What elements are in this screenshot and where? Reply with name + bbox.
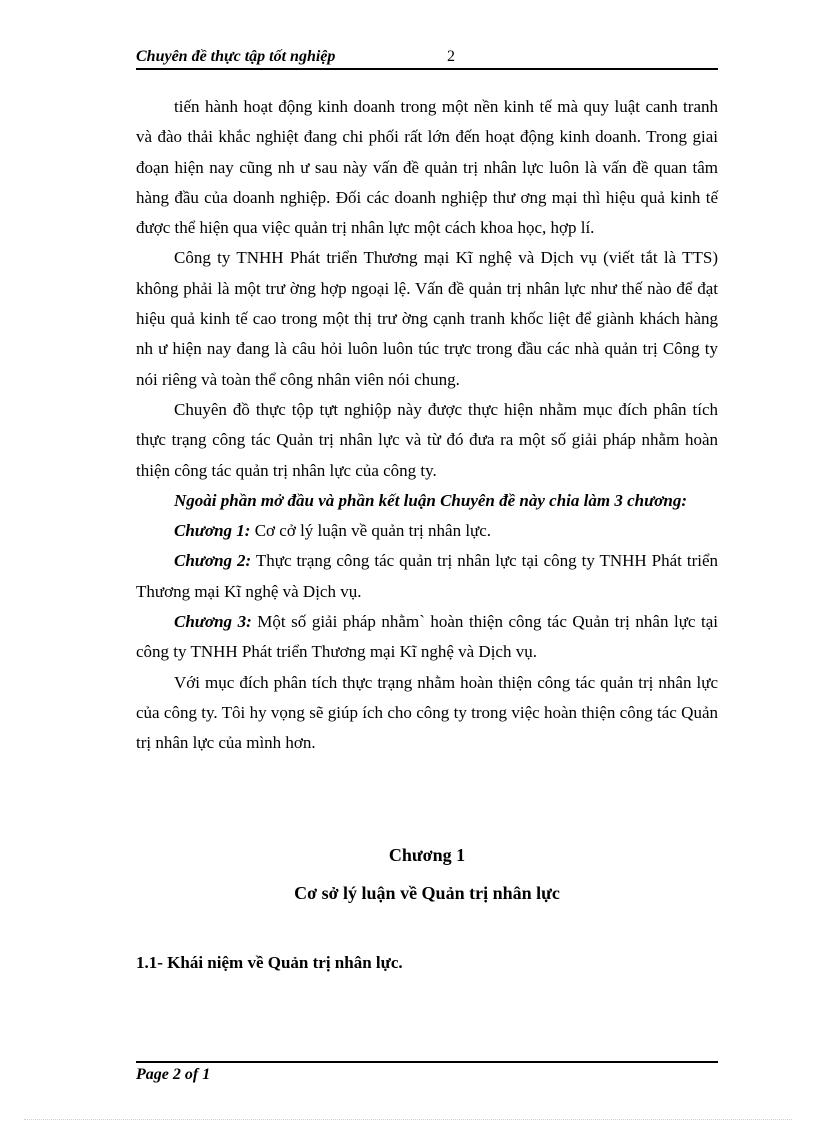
chapter-2-label: Chương 2:	[174, 551, 252, 571]
chapter-1-summary	[136, 516, 718, 546]
chapter-1-text: Cơ cở lý luận về quản trị nhân lực.	[250, 521, 492, 541]
page-header	[136, 48, 718, 70]
paragraph-5: Với mục đích phân tích thực trạng nhằm hoàn thiện công tác quản trị nhân lực của công ty. Tôi hy vọng sẽ giúp ích cho công ty trong việc hoàn thiện công tác Quản trị nhân lực của mình hơn.	[136, 672, 718, 753]
paragraph-1: tiến hành hoạt động kinh doanh trong một nền kinh tế mà quy luật canh tranh và đào thải khắc nghiệt đang chi phối rất lớn đến hoạt động kinh doanh. Trong giai đoạn hiện nay cũng nh ư sau này vấn đề quản trị nhân lực luôn là vấn đề quan tâm hàng đầu của doanh nghiệp. Đối các doanh nghiệp thư ơng mại thì hiệu quả kinh tế được thể hiện qua việc quản trị nhân lực một cách khoa học, hợp lí.	[136, 97, 718, 238]
chapters-intro: Ngoài phần mở đầu và phần kết luận Chuyên đề này chia làm 3 chương:	[174, 490, 687, 510]
page-footer: Page 2 of 1	[136, 1066, 211, 1083]
chapter-1-label: Chương 1:	[174, 521, 251, 541]
chapter-3-label: Chương 3:	[174, 612, 252, 632]
header-title: Chuyên đề thực tập tốt nghiệp	[136, 48, 336, 65]
chapter-2-text: Thực trạng công tác quản trị nhân lực tại công ty TNHH Phát triển Thương mại Kĩ nghệ và Dịch vụ.	[136, 551, 718, 601]
chapter-3-summary	[136, 607, 718, 668]
chapter-3-text: Một số giải pháp nhằm` hoàn thiện công tác Quản trị nhân lực tại công ty TNHH Phát triển Thương mại Kĩ nghệ và Dịch vụ.	[136, 612, 718, 662]
paragraph-3: Chuyên đồ thực tộp tựt nghiộp này được thực hiện nhằm mục đích phân tích thực trạng công tác Quản trị nhân lực và từ đó đưa ra một số giải pháp nhằm hoàn thiện công tác quản trị nhân lực của công ty.	[136, 399, 718, 480]
page-bottom-edge	[24, 1119, 792, 1120]
document-body	[136, 92, 718, 759]
paragraph-2: Công ty TNHH Phát triển Thương mại Kĩ nghệ và Dịch vụ (viết tắt là TTS) không phải là một trư ờng hợp ngoại lệ. Vấn đề quản trị nhân lực như thế nào để đạt hiệu quả kinh tế cao trong một thị trư ờng cạnh tranh khốc liệt để giành khách hàng nh ư hiện nay đang là câu hỏi luôn luôn túc trực trong đầu các nhà quản trị Công ty nói riêng và toàn thể công nhân viên nói chung.	[136, 248, 718, 389]
chapter-title-heading: Cơ sở lý luận về Quản trị nhân lực	[294, 883, 560, 903]
chapter-2-summary	[136, 546, 718, 607]
header-page-number: 2	[447, 48, 455, 65]
section-heading: 1.1- Khái niệm về Quản trị nhân lực.	[136, 953, 403, 972]
footer-divider	[136, 1061, 718, 1063]
chapter-number-heading: Chương 1	[388, 845, 466, 865]
